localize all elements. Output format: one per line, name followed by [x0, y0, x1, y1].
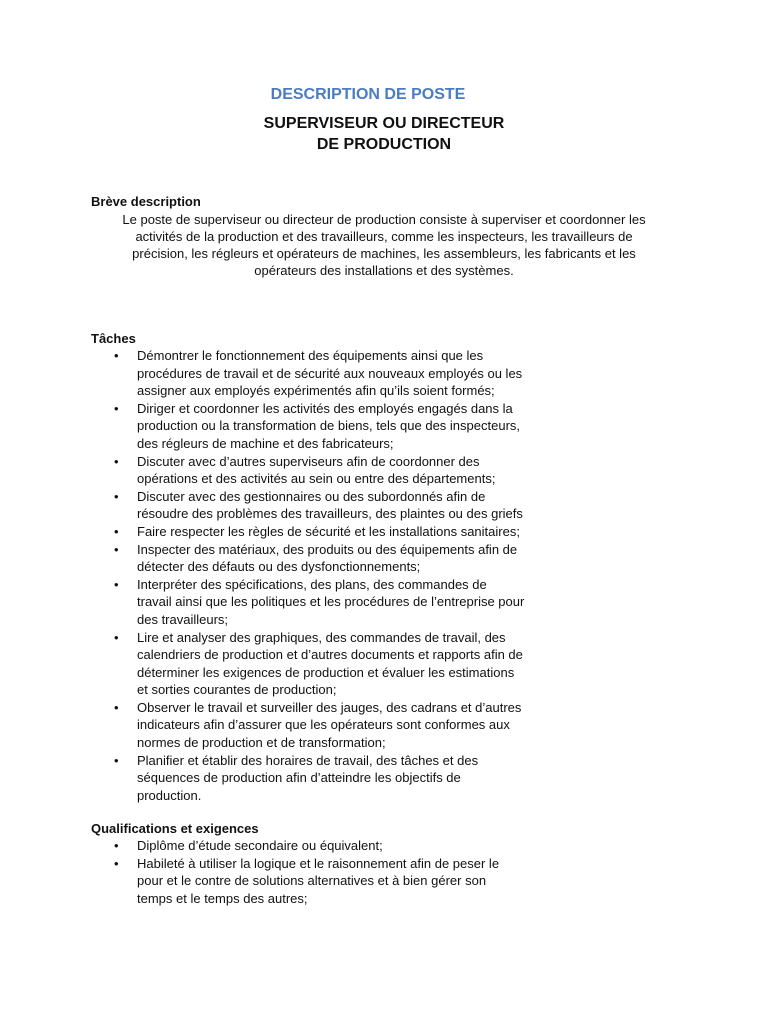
task-item-line: des régleurs de machine et des fabricateurs; — [137, 435, 394, 451]
task-item-line: séquences de production afin d’atteindre les objectifs de — [137, 770, 461, 786]
task-item-line: opérations et des activités au sein ou entre des départements; — [137, 471, 496, 487]
task-item-line: Démontrer le fonctionnement des équipements ainsi que les — [137, 348, 484, 363]
task-item-line: normes de production et de transformation; — [137, 735, 386, 751]
bullet-symbol: • — [114, 348, 119, 363]
bullet-symbol: • — [114, 752, 119, 768]
qualifications-list — [91, 837, 571, 907]
summary-line: opérateurs des installations et des systèmes. — [254, 263, 514, 278]
tasks-heading: Tâches — [91, 331, 136, 346]
task-item-line: assigner aux employés expérimentés afin qu’ils soient formés; — [137, 383, 495, 399]
task-item — [91, 453, 571, 488]
task-item-line: résoudre des problèmes des travailleurs, des plaintes ou des griefs — [137, 506, 523, 522]
subtitle-line: DE PRODUCTION — [316, 136, 452, 153]
qualification-item-line: pour et le contre de solutions alternatives et à bien gérer son — [137, 873, 487, 889]
task-item — [91, 576, 571, 629]
task-item-line: production ou la transformation de biens, tels que des inspecteurs, — [137, 418, 521, 434]
task-item-line: des travailleurs; — [137, 611, 229, 627]
task-item-line: Observer le travail et surveiller des jauges, des cadrans et d’autres — [137, 699, 522, 715]
task-item-line: Diriger et coordonner les activités des employés engagés dans la — [137, 400, 513, 416]
task-item — [91, 523, 571, 541]
bullet-symbol: • — [114, 699, 119, 715]
task-item-line: travail ainsi que les politiques et les procédures de l’entreprise pour — [137, 594, 525, 610]
task-item — [91, 699, 571, 752]
task-item — [91, 347, 571, 400]
task-item-line: détecter des défauts ou des dysfonctionnements; — [137, 559, 421, 575]
task-item-line: Inspecter des matériaux, des produits ou des équipements afin de — [137, 541, 518, 557]
summary-paragraph — [92, 211, 676, 279]
bullet-symbol: • — [114, 453, 119, 469]
bullet-symbol: • — [114, 629, 119, 645]
task-item-line: déterminer les exigences de production et évaluer les estimations — [137, 664, 515, 680]
bullet-symbol: • — [114, 855, 119, 871]
qualification-item — [91, 837, 571, 855]
task-item-line: et sorties courantes de production; — [137, 682, 337, 698]
task-item — [91, 629, 571, 699]
task-item-line: Discuter avec d’autres superviseurs afin de coordonner des — [137, 453, 480, 469]
bullet-symbol: • — [114, 488, 119, 504]
bullet-symbol: • — [114, 400, 119, 416]
tasks-list — [91, 347, 571, 804]
summary-heading: Brève description — [91, 194, 201, 209]
task-item-line: Planifier et établir des horaires de travail, des tâches et des — [137, 752, 479, 768]
task-item-line: Faire respecter les règles de sécurité et les installations sanitaires; — [137, 523, 520, 539]
subtitle-line: SUPERVISEUR OU DIRECTEUR — [263, 115, 505, 132]
task-item-line: procédures de travail et de sécurité aux nouveaux employés ou les — [137, 365, 523, 381]
task-item — [91, 488, 571, 523]
task-item-line: Interpréter des spécifications, des plans, des commandes de — [137, 576, 487, 592]
summary-line: Le poste de superviseur ou directeur de production consiste à superviser et coordonner les — [122, 212, 646, 227]
task-item-line: calendriers de production et d’autres documents et rapports afin de — [137, 647, 523, 663]
qualification-item-line: Diplôme d’étude secondaire ou équivalent; — [137, 838, 383, 853]
task-item — [91, 752, 571, 805]
task-item-line: Lire et analyser des graphiques, des commandes de travail, des — [137, 629, 506, 645]
qualification-item-line: temps et le temps des autres; — [137, 890, 308, 906]
qualifications-heading: Qualifications et exigences — [91, 821, 259, 836]
task-item-line: production. — [137, 787, 202, 803]
bullet-symbol: • — [114, 576, 119, 592]
qualification-item — [91, 855, 571, 908]
task-item — [91, 400, 571, 453]
bullet-symbol: • — [114, 523, 119, 539]
summary-line: activités de la production et des travailleurs, comme les inspecteurs, les travailleurs de — [135, 229, 633, 244]
document-subtitle — [0, 113, 768, 155]
qualification-item-line: Habileté à utiliser la logique et le raisonnement afin de peser le — [137, 855, 500, 871]
task-item — [91, 541, 571, 576]
document-title: DESCRIPTION DE POSTE — [270, 86, 466, 103]
summary-line: précision, les régleurs et opérateurs de machines, les assembleurs, les fabricants et les — [132, 246, 636, 261]
task-item-line: Discuter avec des gestionnaires ou des subordonnés afin de — [137, 488, 486, 504]
bullet-symbol: • — [114, 541, 119, 557]
task-item-line: indicateurs afin d’assurer que les opérateurs sont conformes aux — [137, 717, 510, 733]
bullet-symbol: • — [114, 838, 119, 853]
